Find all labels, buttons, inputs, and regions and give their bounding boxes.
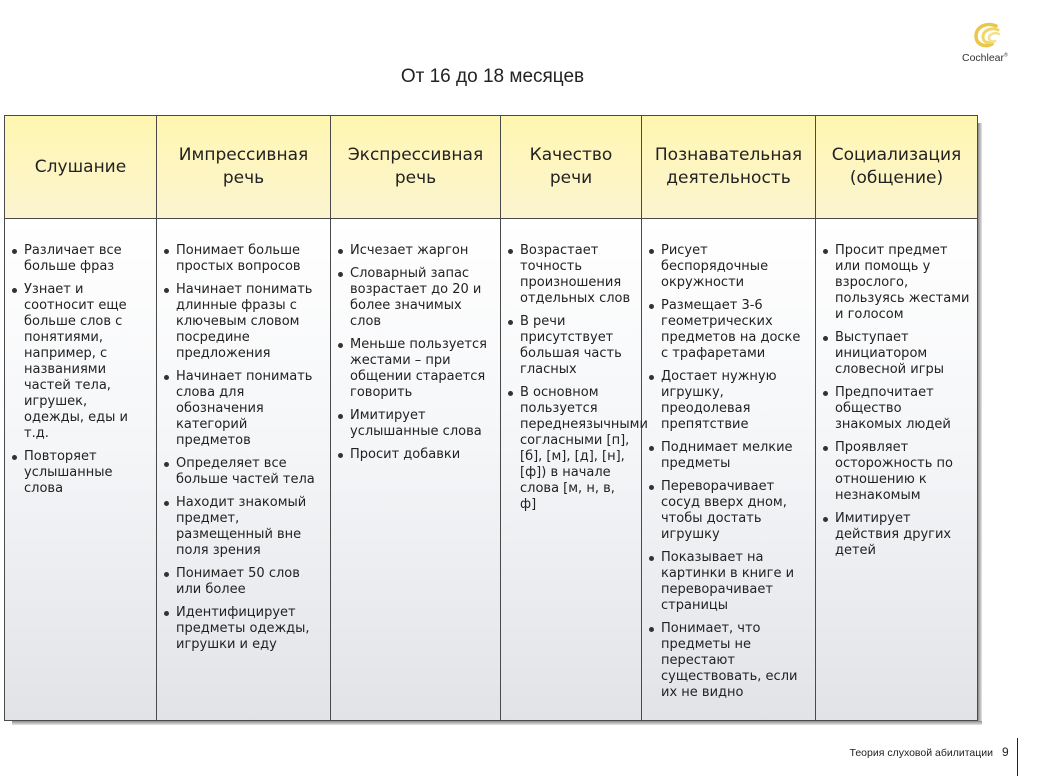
list-item: Размещает 3-6 геометрических предметов на доске с трафаретами — [647, 298, 809, 362]
column-socialization — [816, 116, 977, 720]
table-shadow-right — [978, 123, 982, 725]
list-item: Различает все больше фраз — [10, 243, 150, 275]
list-item: В речи присутствует большая часть гласных — [506, 314, 635, 378]
page-title: От 16 до 18 месяцев — [400, 66, 585, 87]
list-item: Понимает 50 слов или более — [162, 566, 324, 598]
list-item: Имитирует действия других детей — [821, 511, 971, 559]
column-body — [331, 219, 500, 720]
list-item: Имитирует услышанные слова — [336, 408, 494, 440]
column-body — [157, 219, 330, 720]
list-item: Меньше пользуется жестами – при общении старается говорить — [336, 337, 494, 401]
column-cognitive-activity — [642, 116, 816, 720]
column-body — [642, 219, 815, 720]
list-item: Просит добавки — [336, 447, 494, 463]
column-header: Слушание — [5, 116, 156, 219]
development-table — [4, 115, 978, 721]
list-item: Узнает и соотносит еще больше слов с понятиями, например, с названиями частей тела, игрушек, одежды, еды и т.д. — [10, 282, 150, 442]
item-list — [336, 243, 494, 463]
column-listening — [5, 116, 157, 720]
list-item: Переворачивает сосуд вверх дном, чтобы достать игрушку — [647, 479, 809, 543]
list-item: Предпочитает общество знакомых людей — [821, 385, 971, 433]
list-item: В основном пользуется переднеязычными согласными [п], [б], [м], [д], [н], [ф]) в начале слова [м, н, в, ф] — [506, 385, 635, 513]
list-item: Показывает на картинки в книге и переворачивает страницы — [647, 550, 809, 614]
list-item: Повторяет услышанные слова — [10, 449, 150, 497]
column-body — [501, 219, 648, 720]
page-number: 9 — [1002, 745, 1009, 759]
list-item: Находит знакомый предмет, размещенный вне поля зрения — [162, 495, 324, 559]
list-item: Проявляет осторожность по отношению к незнакомым — [821, 440, 971, 504]
list-item: Идентифицирует предметы одежды, игрушки и еду — [162, 605, 324, 653]
item-list — [506, 243, 648, 513]
list-item: Начинает понимать длинные фразы с ключевым словом посредине предложения — [162, 282, 324, 362]
list-item: Исчезает жаргон — [336, 243, 494, 259]
column-speech-quality — [501, 116, 648, 720]
logo-text: Cochlear® — [962, 52, 1008, 64]
column-header: Экспрессивная речь — [331, 116, 500, 219]
item-list — [647, 243, 809, 701]
list-item: Понимает больше простых вопросов — [162, 243, 324, 275]
item-list — [10, 243, 150, 497]
list-item: Достает нужную игрушку, преодолевая препятствие — [647, 369, 809, 433]
table-grid — [4, 115, 978, 721]
item-list — [821, 243, 971, 559]
list-item: Словарный запас возрастает до 20 и более значимых слов — [336, 266, 494, 330]
table-shadow-bottom — [12, 721, 982, 725]
column-impressive-speech — [157, 116, 331, 720]
column-header: Познавательная деятельность — [642, 116, 815, 219]
cochlear-logo — [962, 20, 1022, 70]
column-header: Социализация (общение) — [816, 116, 977, 219]
list-item: Понимает, что предметы не перестают существовать, если их не видно — [647, 621, 809, 701]
column-header: Импрессивная речь — [157, 116, 330, 219]
footer-text: Теория слуховой абилитации — [849, 747, 993, 759]
list-item: Возрастает точность произношения отдельных слов — [506, 243, 635, 307]
column-expressive-speech — [331, 116, 501, 720]
item-list — [162, 243, 324, 653]
cochlear-swirl-icon — [968, 20, 1008, 52]
list-item: Поднимает мелкие предметы — [647, 440, 809, 472]
column-body — [5, 219, 156, 720]
column-header: Качество речи — [501, 116, 641, 219]
list-item: Начинает понимать слова для обозначения категорий предметов — [162, 369, 324, 449]
list-item: Определяет все больше частей тела — [162, 456, 324, 488]
list-item: Просит предмет или помощь у взрослого, пользуясь жестами и голосом — [821, 243, 971, 323]
list-item: Рисует беспорядочные окружности — [647, 243, 809, 291]
column-body — [816, 219, 977, 720]
page-divider — [1017, 738, 1018, 776]
list-item: Выступает инициатором словесной игры — [821, 330, 971, 378]
